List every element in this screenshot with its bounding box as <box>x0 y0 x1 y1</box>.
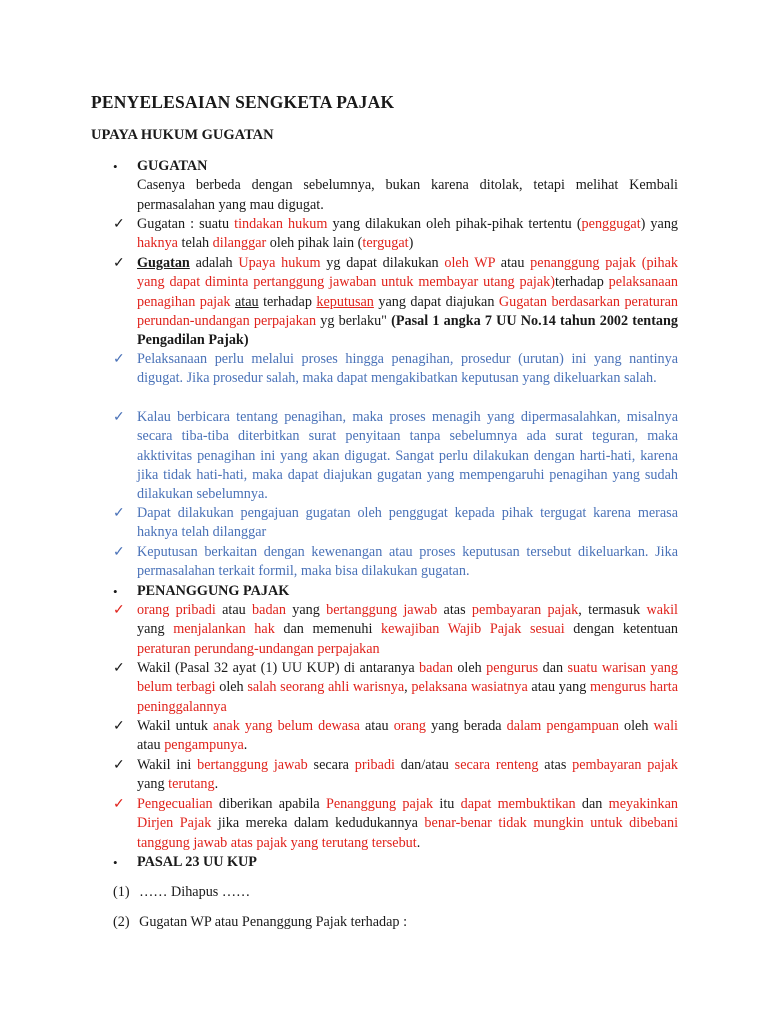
check-item-text: Kalau berbicara tentang penagihan, maka proses menagih yang dipermasalahkan, misalnya secara tiba-tiba diterbitkan surat penyitaan tanpa sebelumnya ada surat teguran, maka akktivitas penagihan ini yang akan digugat. Sangat perlu dilakukan dengan harti-hati, karena jika tidak hati-hati, maka dapat diajukan gugatan yang mempengaruhi penagihan yang sudah dilakukan sebelumnya. <box>137 409 678 503</box>
check-item-pengecualian <box>113 795 678 853</box>
check-item-wakil-pasal-32 <box>113 659 678 717</box>
checkmark-icon: ✓ <box>113 352 125 367</box>
check-item-gugatan-definition <box>113 254 678 350</box>
bullet-penanggung-pajak <box>113 582 678 601</box>
bullet-text: Casenya berbeda dengan sebelumnya, bukan karena ditolak, tetapi melihat Kembali permasalahan yang mau digugat. <box>137 177 678 213</box>
checkmark-icon: ✓ <box>113 758 125 773</box>
check-item-text: Pengecualian diberikan apabila Penanggung pajak itu dapat membuktikan dan meyakinkan Dirjen Pajak jika mereka dalam kedudukannya benar-benar tidak mungkin untuk dibebani tanggung jawab atas pajak yang terutang tersebut. <box>137 796 679 851</box>
numbered-item-1 <box>113 884 250 901</box>
document-title: PENYELESAIAN SENGKETA PAJAK <box>91 92 395 112</box>
section-heading: UPAYA HUKUM GUGATAN <box>91 127 274 143</box>
check-item-text: Keputusan berkaitan dengan kewenangan atau proses keputusan tersebut dikeluarkan. Jika permasalahan terkait formil, maka bisa dilakukan gugatan. <box>137 544 678 580</box>
check-item-keputusan <box>113 543 678 582</box>
check-item-text: orang pribadi atau badan yang bertanggung jawab atas pembayaran pajak, termasuk wakil yang menjalankan hak dan memenuhi kewajiban Wajib Pajak sesuai dengan ketentuan peraturan perundang-undangan perpajakan <box>137 602 679 657</box>
checkmark-icon: ✓ <box>113 719 125 734</box>
check-item-text: Wakil untuk anak yang belum dewasa atau orang yang berada dalam pengampuan oleh wali atau pengampunya. <box>137 718 678 754</box>
check-item-wakil-anak <box>113 717 678 756</box>
check-item-text: Gugatan : suatu tindakan hukum yang dilakukan oleh pihak-pihak tertentu (penggugat) yang haknya telah dilanggar oleh pihak lain (tergugat) <box>137 216 679 252</box>
bullet-gugatan <box>113 157 678 215</box>
check-item-text: Dapat dilakukan pengajuan gugatan oleh penggugat kepada pihak tergugat karena merasa haknya telah dilanggar <box>137 505 678 541</box>
bullet-icon: • <box>113 159 118 174</box>
item-number: (1) <box>113 884 130 900</box>
item-text: …… Dihapus …… <box>139 884 251 900</box>
checkmark-icon: ✓ <box>113 603 125 618</box>
bullet-icon: • <box>113 855 118 870</box>
check-item-text: Wakil ini bertanggung jawab secara pribadi dan/atau secara renteng atas pembayaran pajak yang terutang. <box>137 757 679 793</box>
checkmark-icon: ✓ <box>113 506 125 521</box>
numbered-item-2 <box>113 914 407 931</box>
bullet-pasal-23 <box>113 853 678 872</box>
check-item-pelaksanaan <box>113 350 678 389</box>
bullet-heading: PENANGGUNG PAJAK <box>137 583 290 599</box>
check-item-penagihan <box>113 408 678 504</box>
bullet-heading: GUGATAN <box>137 158 208 174</box>
bullet-icon: • <box>113 584 118 599</box>
checkmark-icon: ✓ <box>113 545 125 560</box>
check-item-pengajuan <box>113 504 678 543</box>
bullet-heading: PASAL 23 UU KUP <box>137 854 257 870</box>
checkmark-icon: ✓ <box>113 217 125 232</box>
checkmark-icon: ✓ <box>113 256 125 271</box>
check-item-wakil-tanggung-jawab <box>113 756 678 795</box>
check-item-text: Gugatan adalah Upaya hukum yg dapat dilakukan oleh WP atau penanggung pajak (pihak yang dapat diminta pertanggung jawaban untuk membayar utang pajak)terhadap pelaksanaan penagihan pajak atau terhadap keputusan yang dapat diajukan Gugatan berdasarkan peraturan perundan-undangan perpajakan yg berlaku" (Pasal 1 angka 7 UU No.14 tahun 2002 tentang Pengadilan Pajak) <box>137 255 679 349</box>
item-text: Gugatan WP atau Penanggung Pajak terhadap : <box>139 914 408 930</box>
check-item-orang-pribadi <box>113 601 678 659</box>
checkmark-icon: ✓ <box>113 661 125 676</box>
check-item-text: Wakil (Pasal 32 ayat (1) UU KUP) di antaranya badan oleh pengurus dan suatu warisan yang belum terbagi oleh salah seorang ahli warisnya, pelaksana wasiatnya atau yang mengurus harta peninggalannya <box>137 660 679 715</box>
check-item-definition <box>113 215 678 254</box>
checkmark-icon: ✓ <box>113 410 125 425</box>
checkmark-icon: ✓ <box>113 797 125 812</box>
item-number: (2) <box>113 914 130 930</box>
check-item-text: Pelaksanaan perlu melalui proses hingga penagihan, prosedur (urutan) ini yang nantinya digugat. Jika prosedur salah, maka dapat mengakibatkan keputusan yang dikeluarkan salah. <box>137 351 678 387</box>
